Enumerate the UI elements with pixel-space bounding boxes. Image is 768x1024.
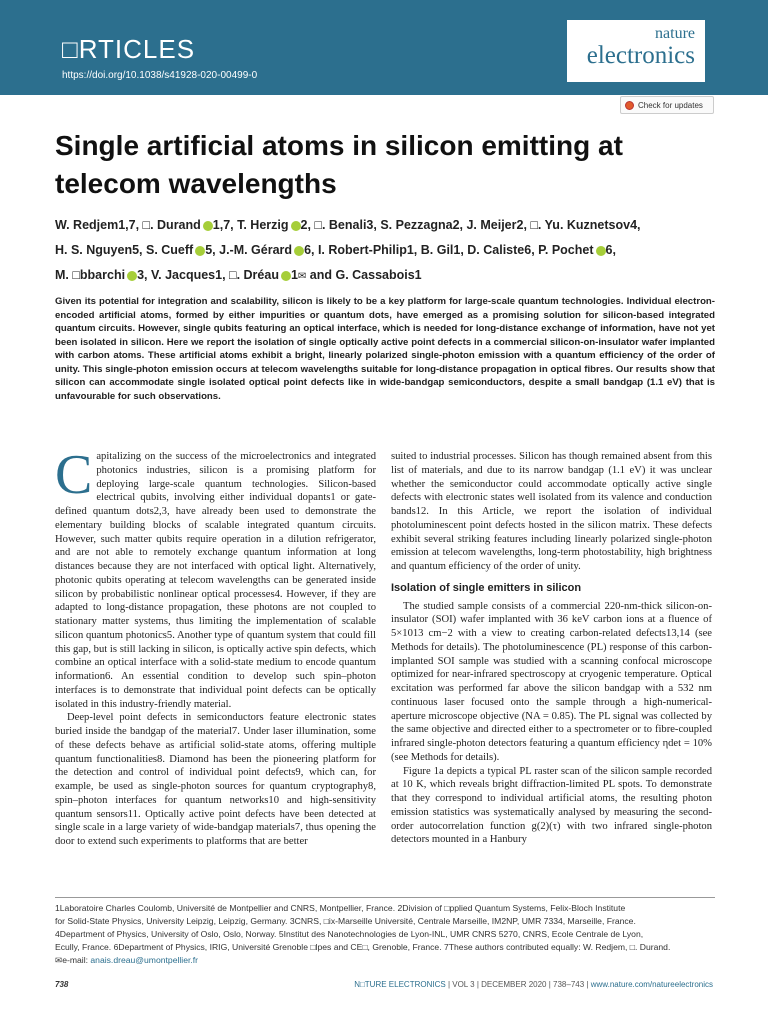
email-line (55, 954, 715, 967)
email-label: e-mail: (62, 955, 88, 965)
affiliations-footnote (55, 897, 715, 967)
body-paragraph: suited to industrial processes. Silicon has though remained absent from this list of materials, and due to its narrow bandgap (1.1 eV) it was unclear whether the semiconductor could accommodate optically active single defects with electronic states well isolated from its valence and conduction bands12. In this Article, we report the isolation of individual photoluminescent point defects hosted in the silicon matrix. These defects exhibit several striking features including linearly polarized single-photon emission at telecom wavelengths, long-term photostability, high brightness and quantum efficiency of the order of unity. (391, 451, 712, 572)
journal-footer (354, 980, 713, 989)
author-group: 3, V. Jacques1, □. Dréau (137, 268, 279, 282)
section-heading: Isolation of single emitters in silicon (391, 581, 582, 594)
author-group: 1 (290, 268, 298, 282)
body-column-left (55, 444, 376, 849)
issue-info: | VOL 3 | DECEMBER 2020 | 738–743 | (447, 980, 589, 989)
section-label: □RTICLES (62, 34, 196, 64)
author-group: 1,7, T. Herzig (212, 218, 289, 232)
body-paragraph: The studied sample consists of a commercial 220-nm-thick silicon-on-insulator (SOI) wafer implanted with 36 keV carbon ions at a fluence of 5×1013 cm−2 with a view to creating carbon-related defects13,14 (see Methods for details). The photoluminescence (PL) response of this carbon-implanted SOI sample was studied with a scanning confocal microscope optimized for near-infrared spectroscopy at cryogenic temperature. Optical excitation was performed far above the silicon bandgap with a 532 nm continuous laser focused onto the sample through a high-numerical-aperture microscope objective (NA = 0.85). The PL signal was collected by the same objective and directed either to a spectrometer or to fibre-coupled infrared single-photon detectors featuring a quantum efficiency ηdet = 10% (see Methods for details). (391, 600, 712, 763)
author-group: W. Redjem1,7, □. Durand (55, 218, 201, 232)
body-column-right (391, 450, 712, 847)
doi-link[interactable]: https://doi.org/10.1038/s41928-020-00499-0 (62, 70, 258, 81)
drop-cap: C (55, 444, 93, 506)
body-paragraph: Deep-level point defects in semiconductors feature electronic states buried inside the bandgap of the material7. Under laser illumination, some of these defects behave as artificial solid-state atoms, offering multiple quantum functionalities8. Diamond has been the pioneering platform for the detection and control of individual point defects9, which can, for example, be used as single-photon sources for quantum cryptography8, spin–photon interfaces for quantum networks10 and high-sensitivity quantum sensors11. Optically active point defects have been detected at single scale in a large variety of wide-bandgap materials7, thus opening the door to extend such experiments to platforms that are better (55, 712, 376, 847)
orcid-icon[interactable] (281, 271, 291, 281)
author-group: 6, I. Robert-Philip1, B. Gil1, D. Caliste6, P. Pochet (304, 243, 594, 257)
article-title: Single artificial atoms in silicon emitting at telecom wavelengths (55, 130, 623, 199)
logo-electronics-text: electronics (586, 42, 695, 69)
author-group: H. S. Nguyen5, S. Cueff (55, 243, 194, 257)
orcid-icon[interactable] (127, 271, 137, 281)
orcid-icon[interactable] (596, 246, 606, 256)
author-group: 6, (605, 243, 616, 257)
author-group: 5, J.-M. Gérard (205, 243, 293, 257)
envelope-icon: ✉ (55, 955, 63, 965)
journal-header-band (0, 0, 768, 95)
author-list (55, 213, 715, 289)
orcid-icon[interactable] (195, 246, 205, 256)
affiliation-line: 4Department of Physics, University of Oslo, Oslo, Norway. 5Institut des Nanotechnologies de Lyon-INL, UMR CNRS 5270, CNRS, Ecole Centrale de Lyon, (55, 929, 644, 939)
affiliation-line: Ecully, France. 6Department of Physics, IRIG, Université Grenoble □lpes and CE□, Grenoble, France. 7These authors contributed equally: W. Redjem, □. Durand. (55, 942, 671, 952)
orcid-icon[interactable] (203, 221, 213, 231)
email-link[interactable]: anais.dreau@umontpellier.fr (90, 955, 199, 965)
logo-nature-text: nature (655, 25, 695, 42)
abstract: Given its potential for integration and scalability, silicon is likely to be a key platform for large-scale quantum technologies. Individual electron-encoded artificial atoms, formed by either impurities or quantum dots, have emerged as a promising solution for silicon-based integrated quantum circuits. However, single qubits featuring an optical interface, which is needed for long-distance exchange of information, have not yet been isolated in silicon. Here we report the isolation of single optically active point defects in a commercial silicon-on-insulator wafer implanted with carbon atoms. These artificial atoms exhibit a bright, linearly polarized single-photon emission with a quantum efficiency of the order of unity. This single-photon emission occurs at telecom wavelengths suitable for long-distance propagation in optical fibres. Our results show that silicon can accommodate single isolated optical point defects like in wide-bandgap semiconductors, despite a small bandgap (1.1 eV) that is unfavourable for such observations. (55, 296, 715, 402)
check-for-updates-button[interactable] (620, 96, 714, 114)
journal-logo (567, 20, 705, 82)
affiliation-line: 1Laboratoire Charles Coulomb, Université de Montpellier and CNRS, Montpellier, France. 2Division of □pplied Quantum Systems, Felix-Bloch Institute (55, 903, 626, 913)
check-updates-label: Check for updates (638, 100, 703, 110)
journal-url[interactable]: www.nature.com/natureelectronics (590, 980, 713, 989)
author-group: and G. Cassabois1 (309, 268, 422, 282)
orcid-icon[interactable] (291, 221, 301, 231)
journal-name: N□TURE ELECTRONICS (354, 980, 446, 989)
body-paragraph: Figure 1a depicts a typical PL raster scan of the silicon sample recorded at 10 K, which reveals bright diffraction-limited PL spots. To demonstrate that they correspond to individual artificial atoms, the resulting photon emission statistics was systematically analysed by measuring the second-order autocorrelation function g(2)(τ) with two infrared single-photon detectors mounted in a Hanbury (391, 765, 712, 846)
author-group: 2, □. Benali3, S. Pezzagna2, J. Meijer2, □. Yu. Kuznetsov4, (300, 218, 641, 232)
envelope-icon[interactable]: ✉ (297, 271, 307, 282)
crossmark-icon (625, 101, 634, 110)
page-number: 738 (55, 980, 69, 989)
orcid-icon[interactable] (294, 246, 304, 256)
body-paragraph: Capitalizing on the success of the microelectronics and integrated photonics industries, silicon is a promising platform for deploying large-scale quantum technologies. Silicon-based electrical qubits, involving either individual dopants1 or gate-defined quantum dots2,3, have already been used to demonstrate the elementary building blocks of scalable integrated quantum circuits. However, such matter qubits require operation in a dilution refrigerator, and are not able to remotely exchange quantum information at long distances because they are not interfaced with optical light. Alternatively, photonic qubits operating at telecom wavelengths can be generated inside silicon by probabilistic nonlinear optical processes4. However, if they are adapted to long-distance propagation, these photons are not coupled to stationary matter systems, thus limiting the implementation of scalable silicon quantum photonics5. Another type of quantum system that could fill this gap, but is still lacking in silicon, is optically active spin defects, which combine an optical interface with a solid-state medium to encode quantum information6. An essential condition to develop such spin–photon interfaces is to demonstrate that individual point defects can be optically isolated in this industry-friendly material. (55, 444, 376, 710)
author-group: M. □bbarchi (55, 268, 126, 282)
affiliation-line: for Solid-State Physics, University Leipzig, Leipzig, Germany. 3CNRS, □ix-Marseille Université, Centrale Marseille, IM2NP, UMR 7334, Marseille, France. (55, 916, 636, 926)
